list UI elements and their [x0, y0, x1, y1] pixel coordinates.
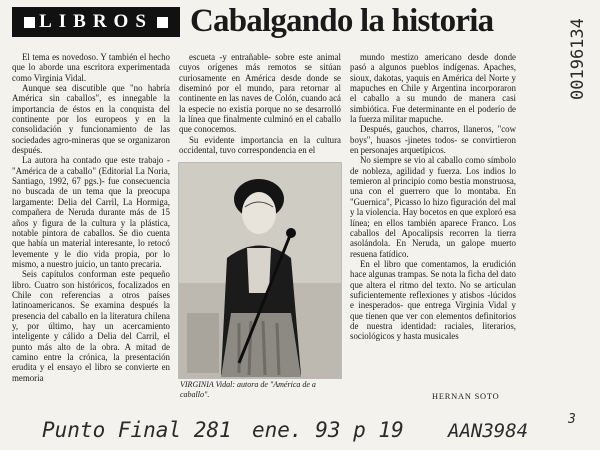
- handwritten-margin-code: 00196134: [568, 18, 588, 100]
- paragraph: No siempre se vio al caballo como símbolo de nobleza, agilidad y fuerza. Los indios lo temieron al principio como bestia monstruosa, una con el guerrero que lo montaba. En "Guernica", Picasso lo hizo figuración del mal y la violencia. Hay bocetos en que exploró esa línea; en ellos también aparece Franco. Los caballos del Apocalipsis recorren la tierra asolándola. En Neruda, un galope muerto resuena fatídico.: [350, 155, 516, 259]
- paragraph: La autora ha contado que este trabajo -"América de a caballo" (Editorial La Noria, Santiago, 1992, 67 pgs.)- fue consecuencia no buscada de un tema que la preocupa largamente: Delia del Carril, La Hormiga, compañera de Neruda durante más de 15 años y figura de la cultura y la plástica, notable pintora de caballos. Se dio cuenta que había un material interesante, lo retocó levemente y le dio vida propia, por lo mismo, a nuestro juicio, un tanto precaria.: [12, 155, 170, 269]
- handwritten-source: Punto Final 281: [42, 418, 232, 442]
- photo-caption: VIRGINIA Vidal: autora de "América de a caballo".: [180, 380, 316, 399]
- paragraph: mundo mestizo americano desde donde pasó a algunos pueblos indígenas. Apaches, sioux, dakotas, yaquis en América del Norte y mapuches en Chile y Argentina incorporaron el caballo a su mundo de manera casi simbiótica. Fue determinante en el poderío de la fuerza militar mapuche.: [350, 52, 516, 125]
- square-ornament-right: [157, 17, 168, 28]
- handwritten-date: ene. 93 p 19: [252, 418, 404, 442]
- paragraph: escueta -y entrañable- sobre este animal cuyos orígenes más remotos se sitúan curiosamente en América desde donde se diseminó por el mundo, para retornar al continente en las naves de Colón, cuando acá la especie no existía porque no se desarrolló la línea que finalmente culminó en el caballo que conocemos.: [179, 52, 341, 135]
- handwritten-catalog-number: AAN3984: [448, 420, 529, 442]
- paragraph: El tema es novedoso. Y también el hecho que lo aborde una escritora experimentada como Virginia Vidal.: [12, 52, 170, 83]
- article-column-1: [12, 52, 170, 383]
- section-label-text: LIBROS: [39, 11, 153, 32]
- paragraph: Aunque sea discutible que "no habría América sin caballos", es innegable la importancia de éstos en la conquista del continente por los europeos y en la consolidación y funcionamiento de las sociedades agro-mineras que se organizaron después.: [12, 83, 170, 156]
- handwritten-tick: 3: [568, 412, 576, 427]
- article-column-3: [350, 52, 516, 342]
- author-photo: [178, 162, 342, 379]
- portrait-illustration: [179, 163, 341, 378]
- article-column-2: [179, 52, 341, 155]
- headline: Cabalgando la historia: [190, 3, 494, 39]
- paragraph: Después, gauchos, charros, llaneros, "cow boys", huasos -jinetes todos- se convirtieron en personajes arquetípicos.: [350, 124, 516, 156]
- section-label: [12, 7, 180, 37]
- square-ornament-left: [24, 17, 35, 28]
- author-byline: HERNAN SOTO: [432, 392, 500, 401]
- paragraph: En el libro que comentamos, la erudición hace algunas trampas. Se nota la ficha del dato que altera el ritmo del texto. No se articulan suficientemente reflexiones y atisbos -lúcidos e inesperados- que entrega Virginia Vidal y que tienen que ver con elementos definitorios de nuestra identidad: raciales, literarios, sociológicos y hasta musicales: [350, 258, 516, 342]
- paragraph: Seis capítulos conforman este pequeño libro. Cuatro son históricos, focalizados en Chile con referencias a otros países latinoamericanos. Se examina después la presencia del caballo en la literatura chilena y, por último, hay un acercamiento inteligente y cálido a Delia del Carril, el punto más alto de la obra. A mitad de camino entre la crónica, la presentación erudita y el ensayo el libro se convierte en memoria: [12, 269, 170, 383]
- paragraph: Su evidente importancia en la cultura occidental, tuvo correspondencia en el: [179, 134, 341, 156]
